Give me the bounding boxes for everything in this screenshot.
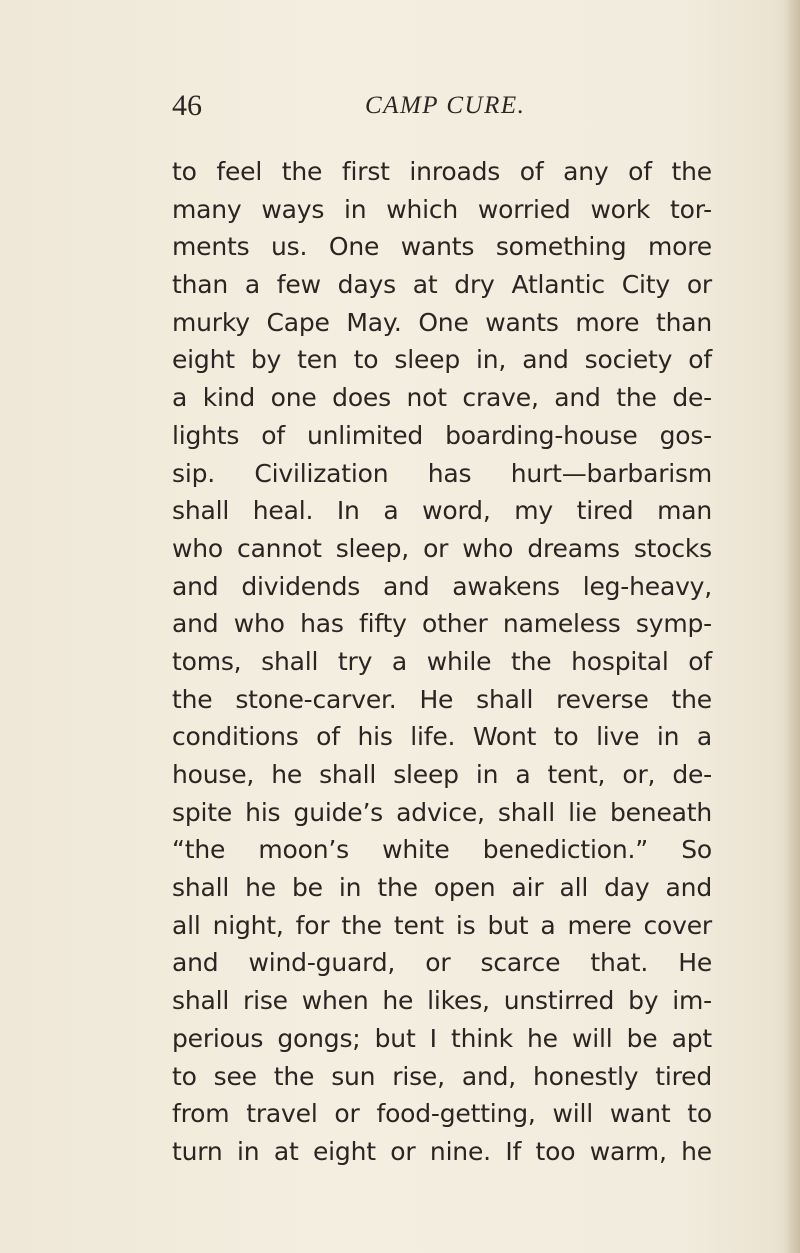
text-line: perious gongs; but I think he will be apt (172, 1023, 712, 1053)
text-line: toms, shall try a while the hospital of (172, 646, 712, 676)
text-line: all night, for the tent is but a mere cover (172, 910, 712, 940)
text-line: to feel the first inroads of any of the (172, 157, 712, 186)
text-line: a kind one does not crave, and the de- (172, 383, 712, 413)
text-line: and who has fifty other nameless symp- (172, 609, 712, 639)
text-line: and dividends and awakens leg-heavy, (172, 571, 712, 601)
text-line: eight by ten to sleep in, and society of (172, 345, 712, 375)
text-line: spite his guide’s advice, shall lie beneath (172, 797, 712, 827)
text-line: many ways in which worried work tor- (172, 194, 712, 224)
text-line: and wind-guard, or scarce that. He (172, 948, 712, 978)
text-line: turn in at eight or nine. If too warm, he (172, 1136, 712, 1166)
text-line: shall heal. In a word, my tired man (172, 496, 712, 526)
body-text (172, 153, 712, 1171)
text-line: conditions of his life. Wont to live in a (172, 722, 712, 752)
text-line: “the moon’s white benediction.” So (172, 835, 712, 865)
text-line: from travel or food-getting, will want to (172, 1099, 712, 1129)
text-line: shall he be in the open air all day and (172, 873, 712, 903)
running-title: CAMP CURE. (365, 92, 526, 119)
text-line: lights of unlimited boarding-house gos- (172, 420, 712, 450)
text-line: to see the sun rise, and, honestly tired (172, 1061, 712, 1091)
text-line: house, he shall sleep in a tent, or, de- (172, 760, 712, 789)
text-line: the stone-carver. He shall reverse the (172, 684, 712, 714)
page-number: 46 (172, 89, 202, 122)
text-line: sip. Civilization has hurt—barbarism (172, 458, 712, 488)
text-line: ments us. One wants something more (172, 232, 712, 262)
text-line: than a few days at dry Atlantic City or (172, 270, 712, 300)
text-line: shall rise when he likes, unstirred by im- (172, 986, 712, 1016)
text-line: murky Cape May. One wants more than (172, 307, 712, 337)
running-header (0, 84, 800, 128)
text-line: who cannot sleep, or who dreams stocks (172, 533, 712, 563)
page-edge-shadow (786, 0, 800, 1253)
